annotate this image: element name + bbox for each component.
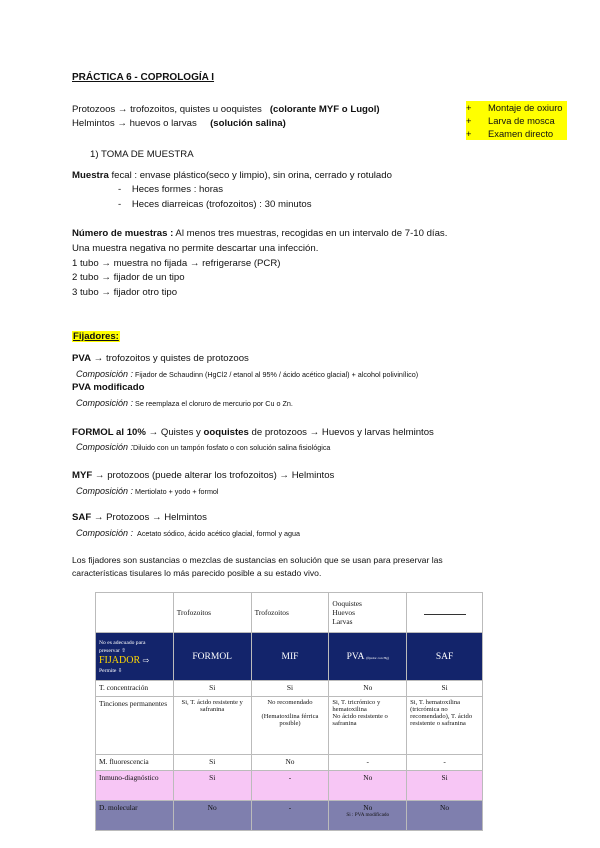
muestra-item: - Heces diarreicas (trofozoitos) : 30 minutos <box>118 199 312 210</box>
table-cell: No <box>329 681 407 697</box>
section-heading: 1) TOMA DE MUESTRA <box>90 149 194 160</box>
fijadores-heading: Fijadores: <box>73 331 119 342</box>
table-cell: No recomendado (Hematoxilina férrica posible) <box>251 697 329 755</box>
table-row <box>96 681 483 697</box>
table-cell: No <box>173 801 251 831</box>
table-cell: Si, T. hematoxilina (tricrómica no recomendado), T. ácido resistente o safranina <box>407 697 483 755</box>
myf-line: MYF → protozoos (puede alterar los trofozoitos) → Helmintos <box>72 470 335 481</box>
muestra-item: - Heces formes : horas <box>118 184 224 195</box>
table-fijador-row <box>96 633 483 681</box>
row-label: D. molecular <box>96 801 174 831</box>
table-cell: No Si : PVA modificado <box>329 801 407 831</box>
numero-text: 2 tubo → fijador de un tipo <box>72 272 185 283</box>
row-label: Inmuno-diagnóstico <box>96 771 174 801</box>
definition-text: características tisulares lo más parecido posible a su estado vivo. <box>72 568 322 578</box>
table-cell: Si <box>407 681 483 697</box>
table-cell: Si, T. tricrómico y hematoxilina No ácido resistente o safranina <box>329 697 407 755</box>
numero-text: 1 tubo → muestra no fijada → refrigerarse (PCR) <box>72 258 281 269</box>
intro-line-protozoos: Protozoos → trofozoitos, quistes u ooquistes (colorante MYF o Lugol) <box>72 104 380 115</box>
key-note: No es adecuado para <box>99 639 146 646</box>
definition-text: Los fijadores son sustancias o mezclas de sustancias en solución que se usan para preservar las <box>72 555 443 565</box>
table-cell: Si <box>407 771 483 801</box>
fijador-label: FIJADOR ⇨ <box>99 654 150 666</box>
table-header-cell: Ooquistes Huevos Larvas <box>329 593 407 633</box>
table-cell: No <box>329 771 407 801</box>
side-list-item: + Montaje de oxiuro <box>466 101 567 114</box>
table-cell: Si <box>173 681 251 697</box>
numero-text: 3 tubo → fijador otro tipo <box>72 287 178 298</box>
table-header-cell: Trofozoitos <box>173 593 251 633</box>
table-cell: Si <box>173 771 251 801</box>
key-note: Permite ⇩ <box>99 667 123 674</box>
blank-line <box>424 614 466 615</box>
table-cell: No <box>407 801 483 831</box>
myf-composicion: Composición : Mertiolato + yodo + formol <box>76 486 219 496</box>
page-title: PRÁCTICA 6 - COPROLOGÍA I <box>72 72 215 83</box>
table-cell: - <box>251 801 329 831</box>
side-list-item: + Larva de mosca <box>466 114 567 127</box>
table-cell: No <box>251 755 329 771</box>
table-row <box>96 771 483 801</box>
table-header-cell <box>407 593 483 633</box>
table-header-cell: Trofozoitos <box>251 593 329 633</box>
pva-modificado-label: PVA modificado <box>72 382 145 393</box>
table-row <box>96 801 483 831</box>
side-list <box>466 101 567 140</box>
table-cell: Si, T. ácido resistente y safranina <box>173 697 251 755</box>
intro-line-helmintos: Helmintos → huevos o larvas (solución salina) <box>72 118 286 129</box>
fijadores-table <box>95 592 483 831</box>
formol-line: FORMOL al 10% → Quistes y ooquistes de protozoos → Huevos y larvas helmintos <box>72 427 434 438</box>
saf-composicion: Composición : Acetato sódico, ácido acético glacial, formol y agua <box>76 528 301 538</box>
row-label: M. fluorescencia <box>96 755 174 771</box>
table-cell: - <box>251 771 329 801</box>
pva-line: PVA → trofozoitos y quistes de protozoos <box>72 353 249 364</box>
table-cell: Si <box>251 681 329 697</box>
fijador-saf: SAF <box>407 633 483 681</box>
formol-composicion: Composición :Diluido con un tampón fosfato o con solución salina fisiológica <box>76 442 331 452</box>
table-row <box>96 697 483 755</box>
fijador-mif: MIF <box>251 633 329 681</box>
table-cell <box>96 593 174 633</box>
saf-line: SAF → Protozoos → Helmintos <box>72 512 207 523</box>
row-label: T. concentración <box>96 681 174 697</box>
numero-line: Número de muestras : Al menos tres muestras, recogidas en un intervalo de 7-10 días. <box>72 228 448 239</box>
table-cell: Si <box>173 755 251 771</box>
numero-text: Una muestra negativa no permite descartar una infección. <box>72 243 319 254</box>
pva-modificado-composicion: Composición : Se reemplaza el cloruro de mercurio por Cu o Zn. <box>76 398 293 408</box>
table-cell: - <box>407 755 483 771</box>
fijador-formol: FORMOL <box>173 633 251 681</box>
muestra-line: Muestra fecal : envase plástico(seco y limpio), sin orina, cerrado y rotulado <box>72 170 392 181</box>
side-list-item: + Examen directo <box>466 127 567 140</box>
fijador-pva: PVA (fijador con Hg) <box>329 633 407 681</box>
pva-composicion: Composición : Fijador de Schaudinn (HgCl2 / etanol al 95% / ácido acético glacial) + alcohol polivinílico) <box>76 369 419 379</box>
row-label: Tinciones permanentes <box>96 697 174 755</box>
key-note: preservar ⇧ <box>99 647 126 654</box>
fijador-key-cell <box>96 633 174 681</box>
table-header-row <box>96 593 483 633</box>
table-row <box>96 755 483 771</box>
table-cell: - <box>329 755 407 771</box>
